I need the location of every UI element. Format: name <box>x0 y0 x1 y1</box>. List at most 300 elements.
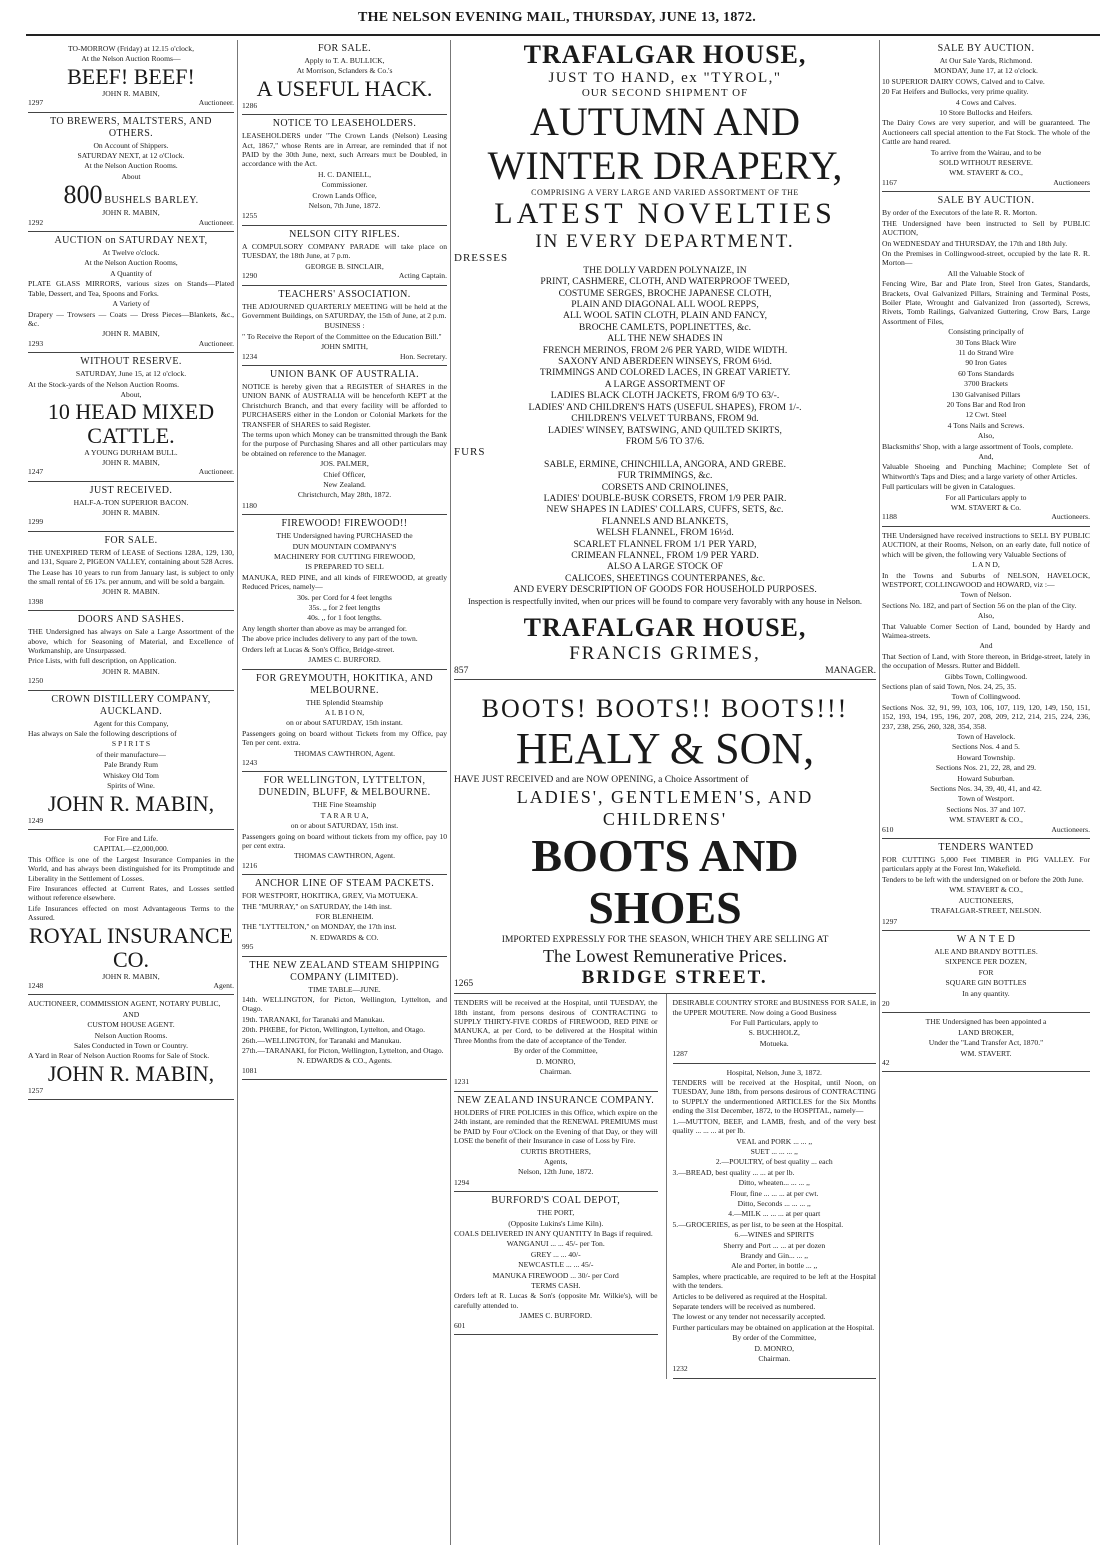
ad-title: AUTUMN AND WINTER DRAPERY, <box>487 99 843 188</box>
ad-line: A L B I O N, <box>324 707 365 717</box>
ad-line: VEAL and PORK ... ... ,, <box>736 1136 813 1146</box>
column-1 <box>28 40 234 1545</box>
ad-heading: ANCHOR LINE OF STEAM PACKETS. <box>254 878 435 890</box>
classified-ad <box>242 115 447 226</box>
classified-ad <box>242 957 447 1081</box>
ad-line: HOLDERS of FIRE POLICIES in this Office, which expire on the 24th instant, are reminded that the RENEWAL PREMIUMS must be PAID by Four o'Clock on the Evening of that Day, or they will LOSE the benefit of their Insurance in case of Loss by Fire. <box>454 1107 658 1146</box>
ad-line: 40s. ,, for 1 foot lengths. <box>307 613 382 623</box>
ad-line: 27th.—TARANAKI, for Picton, Wellington, Lyttelton, and Otago. <box>242 1046 444 1056</box>
ad-line: For Full Particulars, apply to <box>730 1018 819 1028</box>
ad-line: At the Nelson Auction Rooms. <box>84 161 178 171</box>
ad-line: THE "LYTTELTON," on MONDAY, the 17th inst. <box>242 922 397 932</box>
ad-line: Orders left at R. Lucas & Son's (opposite Mr. Wilkie's), will be carefully attended to. <box>454 1291 658 1310</box>
ad-number: 1232 <box>672 1364 688 1374</box>
ad-headline: JOHN R. MABIN, <box>47 790 215 816</box>
ad-line: And, <box>978 452 994 462</box>
ad-footer <box>882 999 1090 1008</box>
ad-line: 1.—MUTTON, BEEF, and LAMB, fresh, and of the very best quality ... ... ... at per lb. <box>672 1116 876 1136</box>
ad-line: A Variety of <box>112 299 150 309</box>
ad-title: The Lowest Remunerative Prices. <box>543 946 787 967</box>
ad-line: Under the "Land Transfer Act, 1870." <box>928 1038 1044 1048</box>
ad-line: S P I R I T S <box>111 739 151 749</box>
ad-line: That Valuable Corner Section of Land, bounded by Hardy and Waimea-streets. <box>882 621 1090 640</box>
classified-ad <box>28 611 234 690</box>
ad-signature: GEORGE B. SINCLAIR, <box>305 261 384 271</box>
ad-line: 4.—MILK ... ... ... at per quart <box>728 1209 821 1219</box>
ad-role: Agent. <box>213 980 234 990</box>
ad-line: Nelson, 12th June, 1872. <box>517 1167 594 1177</box>
classified-ad <box>28 40 234 113</box>
classified-ad <box>28 482 234 532</box>
ad-line: Sections plan of said Town, Nos. 24, 25, 35. <box>882 681 1017 691</box>
small-ads-right <box>666 994 877 1379</box>
ad-title: IN EVERY DEPARTMENT. <box>535 231 795 253</box>
classified-ad <box>882 1013 1090 1072</box>
ad-line: TRAFALGAR-STREET, NELSON. <box>930 906 1042 916</box>
ad-line: BUSINESS : <box>324 321 365 331</box>
ad-line: Sections No. 182, and part of Section 56 on the plan of the City. <box>882 600 1077 610</box>
ad-title: BRIDGE STREET. <box>581 967 768 989</box>
masthead-rule <box>26 34 1100 36</box>
ad-number: 1299 <box>28 517 44 527</box>
ad-line: Chairman. <box>758 1354 791 1364</box>
classified-ad <box>28 113 234 232</box>
ad-role: Acting Captain. <box>398 271 447 281</box>
healy-son-ad <box>454 680 876 994</box>
ad-line: CURTIS BROTHERS, <box>520 1146 591 1156</box>
ad-headline: A USEFUL HACK. <box>256 75 433 101</box>
ad-line: 10 Store Bullocks and Heifers. <box>939 108 1033 118</box>
ad-line: Separate tenders will be received as numbered. <box>672 1302 816 1311</box>
ad-heading: SALE BY AUCTION. <box>937 43 1035 54</box>
ad-line: Passengers going on board without Tickets from my Office, pay Ten per cent. extra. <box>242 728 447 748</box>
ad-number: 1167 <box>882 177 897 187</box>
drapery-line: Inspection is respectfully invited, when our prices will be found to compare very favorably with any house in Nelson. <box>468 596 862 606</box>
ad-line: And <box>979 641 993 651</box>
ad-number: 1297 <box>882 916 898 926</box>
ad-line: Further particulars may be obtained on application at the Hospital. <box>672 1322 875 1332</box>
ad-line: TERMS CASH. <box>531 1280 581 1290</box>
ad-line: 3700 Brackets <box>964 379 1008 389</box>
numbered-item <box>28 182 234 208</box>
ad-text: HAVE JUST RECEIVED and are NOW OPENING, a Choice Assortment of <box>454 774 749 786</box>
ad-line: Commissioner. <box>321 180 368 190</box>
drapery-line: LADIES' DOUBLE-BUSK CORSETS, FROM 1/9 PER PAIR. <box>543 492 787 504</box>
ad-line: IS PREPARED TO SELL <box>305 562 384 572</box>
ad-role: Auctioneers. <box>1051 512 1090 522</box>
classified-ad <box>242 875 447 956</box>
ad-footer <box>242 1066 447 1075</box>
small-ads <box>454 994 876 1379</box>
ad-line: Also, <box>977 611 995 621</box>
ad-line: That Section of Land, with Store thereon, in Bridge-street, lately in the occupation of Messrs. Rutter and Biddell. <box>882 651 1090 671</box>
ad-line: DESIRABLE COUNTRY STORE and BUSINESS FOR SALE, in the UPPER MOUTERE. Now doing a Good Business <box>672 998 876 1017</box>
ad-number: 1292 <box>28 217 44 227</box>
ad-line: Ditto, wheaten... ... ... ,, <box>738 1178 810 1188</box>
drapery-line: DRESSES <box>454 252 509 265</box>
ad-line: TENDERS will be received at the Hospital, until TUESDAY, the 18th instant, from persons desirous of CONTRACTING to SUPPLY THIRTY-FIVE CORDS of FIREWOOD, RED PINE or MANUKA, at per Cord, to be delivered at the Hospital within Three Months from the date of acceptance of the Tender. <box>454 998 658 1045</box>
ad-signature: N. EDWARDS & CO. <box>310 932 379 942</box>
classified-ad <box>882 192 1090 527</box>
ad-number: 1255 <box>242 211 258 221</box>
ad-signature: JOHN SMITH, <box>321 342 368 352</box>
ad-number: 1265 <box>454 977 474 989</box>
ad-heading: FOR WELLINGTON, LYTTELTON, DUNEDIN, BLUFF, & MELBOURNE. <box>258 775 431 799</box>
ad-line: Samples, where practicable, are required to be left at the Hospital with the tenders. <box>672 1271 876 1291</box>
ad-signature: N. EDWARDS & CO., Agents. <box>297 1056 392 1066</box>
ad-footer <box>28 467 234 476</box>
ad-title: BOOTS AND SHOES <box>531 829 799 933</box>
ad-signature: JOHN R. MABIN, <box>102 329 160 339</box>
column-divider <box>450 40 451 1545</box>
ad-line: HALF-A-TON SUPERIOR BACON. <box>73 497 189 507</box>
ad-line: (Opposite Lukins's Lime Kiln). <box>508 1218 604 1228</box>
ad-number: 1081 <box>242 1065 258 1075</box>
ad-footer <box>242 861 447 870</box>
ad-line: TIME TABLE—JUNE. <box>308 984 381 994</box>
ad-number: 1234 <box>242 351 258 361</box>
ad-title: TRAFALGAR HOUSE, <box>523 40 807 69</box>
ad-line: THE Undersigned has been appointed a <box>925 1017 1047 1027</box>
ad-line: 6.—WINES and SPIRITS <box>734 1230 815 1240</box>
classified-ad <box>242 226 447 286</box>
drapery-line: LADIES' AND CHILDREN'S HATS (USEFUL SHAPES), FROM 1/-. <box>528 401 802 413</box>
ad-line: Consisting principally of <box>948 327 1024 337</box>
ad-line: 20 Tons Bar and Rod Iron <box>946 400 1026 409</box>
ad-number: 1216 <box>242 860 258 870</box>
drapery-line: A LARGE ASSORTMENT OF <box>604 378 726 390</box>
ad-line: All the Valuable Stock of <box>947 268 1025 278</box>
classified-ad <box>673 994 877 1063</box>
ad-line: Drapery — Trowsers — Coats — Dress Pieces—Blankets, &c., &c. <box>28 309 234 328</box>
ad-footer <box>242 101 447 110</box>
ad-line: Sections Nos. 21, 22, 28, and 29. <box>935 763 1037 773</box>
ad-line: AUCTIONEER, COMMISSION AGENT, NOTARY PUBLIC, <box>28 999 221 1009</box>
ad-signature: JAMES C. BURFORD. <box>308 655 381 665</box>
classified-ad <box>28 691 234 830</box>
drapery-line: FROM 5/6 TO 37/6. <box>625 435 705 447</box>
classified-ad <box>242 366 447 515</box>
ad-line: Fire Insurances effected at Current Rates, and Losses settled without reference elsewhere. <box>28 883 234 903</box>
ad-footer <box>242 271 447 280</box>
ad-title: LADIES', GENTLEMEN'S, AND CHILDRENS' <box>516 786 814 829</box>
ad-line: 26th.—WELLINGTON, for Taranaki and Manukau. <box>242 1035 402 1045</box>
ad-footer <box>28 1086 234 1095</box>
column-2 <box>242 40 447 1545</box>
ad-line: Passengers going on board without tickets from my office, pay 10 per cent extra. <box>242 831 447 850</box>
ad-line: Any length shorter than above as may be arranged for. <box>242 623 407 633</box>
ad-number: 1398 <box>28 596 44 606</box>
ad-role: Auctioneer. <box>198 467 234 477</box>
ad-line: GREY ... ... 40/- <box>530 1249 581 1259</box>
ad-role: Auctioneers. <box>1051 824 1090 834</box>
ad-line: THE PORT, <box>537 1208 575 1218</box>
ad-line: A YOUNG DURHAM BULL. <box>84 448 178 458</box>
ad-footer <box>882 1058 1090 1067</box>
ad-line: THE Undersigned have been instructed to Sell by PUBLIC AUCTION, <box>882 218 1090 238</box>
drapery-line: SABLE, ERMINE, CHINCHILLA, ANGORA, AND GREBE. <box>544 458 786 470</box>
ad-footer <box>242 942 447 951</box>
column-divider <box>237 40 238 1545</box>
ad-line: 14th. WELLINGTON, for Picton, Wellington, Lyttelton, and Otago. <box>242 995 447 1014</box>
ad-line: Gibbs Town, Collingwood. <box>944 671 1028 681</box>
classified-ad <box>454 1092 658 1192</box>
ad-number: 1287 <box>672 1049 688 1059</box>
ad-line: Sales Conducted in Town or Country. <box>74 1041 188 1050</box>
ad-line: LEASEHOLDERS under "The Crown Lands (Nelson) Leasing Act, 1867," whose Rents are in Arrear, are reminded that if not PAID by the 30th June, next, such Arrears mu:t be Doubled, in accordance with the Act. <box>242 131 447 169</box>
ad-line: In the Towns and Suburbs of NELSON, HAVELOCK, WESTPORT, COLLINGWOOD and HOWARD, viz :— <box>882 570 1090 589</box>
column-4 <box>882 40 1090 1545</box>
ad-line: THE UNEXPIRED TERM of LEASE of Sections 128A, 129, 130, and 131, Square 2, PIGEON VALLEY, containing about 528 Acres. <box>28 547 234 567</box>
ad-role: MANAGER. <box>825 665 876 676</box>
ad-line: Motueka. <box>759 1038 789 1048</box>
ad-heading: NELSON CITY RIFLES. <box>289 228 400 240</box>
drapery-line: ALSO A LARGE STOCK OF <box>606 561 724 573</box>
ad-line: WANGANUI ... ... 45/- per Ton. <box>506 1239 605 1249</box>
drapery-line: FURS <box>454 446 486 459</box>
ad-line: The Dairy Cows are very superior, and will be guaranteed. The Auctioneers call special attention to the Fat Stock. The whole of the Cattle are hand reared. <box>882 118 1090 147</box>
ad-line: Valuable Shoeing and Punching Machine; Complete Set of Whitworth's Taps and Dies; and a large variety of other Articles. <box>882 462 1090 481</box>
ad-line: AND <box>122 1009 140 1019</box>
drapery-line: FLANNELS AND BLANKETS, <box>601 515 729 527</box>
ad-line: Brandy and Gin... ... ,, <box>740 1250 808 1260</box>
ad-line: At Morrison, Sclanders & Co.'s <box>296 66 393 76</box>
ad-signature: JOHN R. MABIN, <box>102 88 160 98</box>
ad-line: H. C. DANIELL, <box>318 169 371 179</box>
ad-line: CUSTOM HOUSE AGENT. <box>87 1020 175 1030</box>
ad-line: Howard Suburban. <box>957 773 1015 783</box>
ad-footer <box>242 211 447 220</box>
ad-line: D. MONRO, <box>536 1056 576 1066</box>
ad-line: Sherry and Port ... ... at per dozen <box>723 1240 826 1250</box>
ad-line: By order of the Committee, <box>732 1333 817 1343</box>
ad-footer <box>454 1077 658 1086</box>
ad-line: 12 Cwt. Steel <box>965 410 1007 420</box>
ad-line: Howard Township. <box>957 752 1015 762</box>
drapery-line: COSTUME SERGES, BROCHE JAPANESE CLOTH, <box>558 287 772 299</box>
ad-heading: TENDERS WANTED <box>938 842 1034 854</box>
ad-line: Whiskey Old Tom <box>103 770 159 780</box>
ad-line: Blacksmiths' Shop, with a large assortment of Tools, complete. <box>882 441 1074 451</box>
ad-heading: UNION BANK OF AUSTRALIA. <box>269 368 420 380</box>
ad-subtitle: OUR SECOND SHIPMENT OF <box>581 87 749 99</box>
classified-ad <box>242 670 447 773</box>
ad-line: JOS. PALMER, <box>320 459 369 469</box>
ad-signature: WM. STAVERT & CO., <box>949 168 1023 178</box>
ad-line: SATURDAY, June 15, at 12 o'clock. <box>75 369 187 379</box>
ad-role: Auctioneer. <box>198 217 234 227</box>
ad-title: FRANCIS GRIMES, <box>569 643 761 664</box>
ad-line: SUET ... ... ... ,, <box>750 1146 798 1156</box>
ad-title: HEALY & SON, <box>515 724 815 774</box>
ad-heading: NOTICE TO LEASEHOLDERS. <box>272 118 417 130</box>
ad-line: Also, <box>977 431 995 441</box>
ad-signature: JOHN R. MABIN, <box>102 971 160 981</box>
ad-line: NOTICE is hereby given that a REGISTER of SHARES in the UNION BANK of AUSTRALIA will be henceforth KEPT at the Christchurch Branch, and that every facility will be afforded to PURCHASERS either in the London or Colonial Markets for the TRANSFER of SHARES to said Register. <box>242 381 447 429</box>
ad-line: Spirits of Wine. <box>107 781 155 791</box>
ad-signature: THOMAS CAWTHRON, Agent. <box>293 748 396 758</box>
classified-ad <box>454 1192 658 1335</box>
ad-line: A COMPULSORY COMPANY PARADE will take place on TUESDAY, the 18th June, at 7 p.m. <box>242 241 447 261</box>
classified-ad <box>28 232 234 353</box>
ad-line: Nelson Auction Rooms. <box>94 1030 168 1040</box>
ad-heading: JUST RECEIVED. <box>89 484 173 496</box>
ad-line: Nelson, 7th June, 1872. <box>308 201 381 211</box>
ad-number: 1247 <box>28 467 44 477</box>
ad-line: WM. STAVERT & CO., <box>949 885 1023 895</box>
ad-line: At the Nelson Auction Rooms, <box>84 258 178 268</box>
ad-heading: TO BREWERS, MALTSTERS, AND OTHERS. <box>50 115 212 139</box>
ad-line: Pale Brandy Rum <box>104 760 158 770</box>
ad-line: At Our Sale Yards, Richmond. <box>939 56 1033 65</box>
classified-ad <box>882 527 1090 839</box>
drapery-line: LADIES' WINSEY, BATSWING, AND QUILTED SKIRTS, <box>548 424 782 436</box>
ad-title: TRAFALGAR HOUSE, <box>523 613 807 642</box>
drapery-line: PRINT, CASHMERE, CLOTH, AND WATERPROOF TWEED, <box>540 276 790 288</box>
ad-line: NEWCASTLE ... ... 45/- <box>518 1260 594 1270</box>
ad-line: The terms upon which Money can be transmitted through the Bank for the purpose of Purchasing Shares and all other particulars may be obtained on reference to the Manager. <box>242 429 447 458</box>
classified-ad <box>454 994 658 1092</box>
ad-heading: FIREWOOD! FIREWOOD!! <box>281 518 408 530</box>
ad-line: TO-MORROW (Friday) at 12.15 o'clock, <box>68 44 194 53</box>
drapery-line: NEW SHAPES IN LADIES' COLLARS, CUFFS, SETS, &c. <box>546 504 784 516</box>
ad-line: THE Undersigned has always on Sale a Large Assortment of the above, which for Seasoning of Material, and Excellence of Workmanship, are Unsurpassed. <box>28 627 234 656</box>
ad-line: " To Receive the Report of the Committee on the Education Bill." <box>242 331 442 341</box>
ad-number: 1180 <box>242 500 257 510</box>
drapery-list <box>454 253 876 607</box>
ad-footer <box>28 218 234 227</box>
ad-line: on or about SATURDAY, 15th instant. <box>286 718 403 728</box>
ad-line: PLATE GLASS MIRRORS, various sizes on Stands—Plated Table, Dessert, and Tea, Spoons and Forks. <box>28 279 234 298</box>
ad-heading: THE NEW ZEALAND STEAM SHIPPING COMPANY (LIMITED). <box>249 959 440 983</box>
ad-heading: CROWN DISTILLERY COMPANY, AUCKLAND. <box>51 693 211 717</box>
ad-line: Town of Havelock. <box>956 732 1016 741</box>
drapery-line: ALL WOOL SATIN CLOTH, PLAIN AND FANCY, <box>563 310 767 322</box>
ad-line: FOR CUTTING 5,000 Feet TIMBER in PIG VALLEY. For particulars apply at the Forest Inn, Wakefield. <box>882 855 1090 874</box>
ad-subtitle: COMPRISING A VERY LARGE AND VARIED ASSORTMENT OF THE <box>531 188 799 197</box>
classified-ad <box>882 931 1090 1013</box>
drapery-line: LADIES BLACK CLOTH JACKETS, FROM 6/9 TO 63/-. <box>550 390 780 402</box>
ad-line: MANUKA FIREWOOD ... 30/- per Cord <box>492 1270 619 1280</box>
ad-signature: JAMES C. BURFORD. <box>519 1311 593 1321</box>
ad-line: Town of Nelson. <box>960 590 1012 600</box>
ad-heading: FOR SALE. <box>317 43 372 54</box>
drapery-line: ALL THE NEW SHADES IN <box>607 333 723 345</box>
ad-footer <box>28 981 234 990</box>
ad-line: Christchurch, May 28th, 1872. <box>297 490 392 500</box>
ad-line: THE Undersigned have received instructions to SELL BY PUBLIC AUCTION, at their Rooms, Nelson, on an early date, full notice of which will be given, the following very Valuable Sections of <box>882 530 1090 559</box>
ad-heading: W A N T E D <box>956 933 1016 945</box>
ad-footer <box>28 517 234 526</box>
ad-line: At the Stock-yards of the Nelson Auction Rooms. <box>28 379 180 389</box>
trafalgar-house-ad <box>454 40 876 680</box>
ad-number: 1294 <box>454 1177 470 1187</box>
ad-signature: WM. STAVERT & Co. <box>950 503 1022 513</box>
ad-line: 3.—BREAD, best quality ... ... at per lb. <box>672 1167 795 1177</box>
ad-heading: FOR GREYMOUTH, HOKITIKA, AND MELBOURNE. <box>255 672 434 696</box>
ad-heading: WITHOUT RESERVE. <box>80 356 182 368</box>
ad-line: Sections Nos. 32, 91, 99, 103, 106, 107, 119, 120, 149, 150, 151, 152, 193, 194, 195, 196, 207, 208, 209, 212, 214, 215, 224, 236, 237, 238, 256, 260, 328, 354, 358. <box>882 702 1090 731</box>
ad-subtitle: JUST TO HAND, ex "TYROL," <box>548 70 782 86</box>
ad-line: 60 Tons Standards <box>958 368 1014 378</box>
ad-line: SATURDAY NEXT, at 12 o'Clock. <box>77 151 185 161</box>
ad-line: Sections Nos. 4 and 5. <box>952 742 1020 752</box>
drapery-line: CALICOES, SHEETINGS COUNTERPANES, &c. <box>564 572 766 584</box>
ad-line: For all Particulars apply to <box>945 492 1027 502</box>
drapery-line: WELSH FLANNEL, FROM 16½d. <box>596 527 734 539</box>
ad-line: FOR <box>978 967 994 977</box>
classified-ad <box>28 995 234 1100</box>
classified-ad <box>242 40 447 115</box>
drapery-line: CORSETS AND CRINOLINES, <box>601 481 729 493</box>
classified-ad <box>882 40 1090 192</box>
ad-line: on or about SATURDAY, 15th inst. <box>290 821 399 831</box>
ad-line: 2.—POULTRY, of best quality ... each <box>715 1157 833 1167</box>
ad-heading: SALE BY AUCTION. <box>937 195 1035 207</box>
drapery-line: TRIMMINGS AND COLORED LACES, IN GREAT VARIETY. <box>539 367 791 379</box>
small-ads-left <box>454 994 658 1379</box>
ad-line: FOR WESTPORT, HOKITIKA, GREY, Via MOTUEKA. <box>242 891 418 901</box>
ad-line: 30s. per Cord for 4 feet lengths <box>297 592 392 602</box>
ad-line: L A N D, <box>972 560 1000 570</box>
ad-line: AUCTIONEERS, <box>958 895 1014 905</box>
ad-number: 1249 <box>28 815 44 825</box>
ad-line: Flour, fine ... ... ... at per cwt. <box>730 1188 819 1198</box>
ad-title: BOOTS! BOOTS!! BOOTS!!! <box>481 694 849 724</box>
ad-line: Town of Westport. <box>957 794 1015 804</box>
ad-line: SIXPENCE PER DOZEN, <box>945 957 1027 967</box>
ad-footer <box>882 917 1090 926</box>
ad-number: 1290 <box>242 271 258 281</box>
ad-title: LATEST NOVELTIES <box>494 197 836 231</box>
ad-line: About <box>121 171 141 181</box>
column-divider <box>879 40 880 1545</box>
ad-role: Auctioneer. <box>198 98 234 108</box>
ad-line: For Fire and Life. <box>104 833 158 843</box>
ad-signature: WM. STAVERT. <box>960 1048 1012 1058</box>
ad-footer <box>673 1049 877 1058</box>
ad-number: 1243 <box>242 757 258 767</box>
ad-line: 11 do Strand Wire <box>958 347 1014 357</box>
ad-heading: NEW ZEALAND INSURANCE COMPANY. <box>457 1094 655 1106</box>
ad-heading: BURFORD'S COAL DEPOT, <box>491 1195 621 1207</box>
ad-number: 1286 <box>242 100 258 110</box>
item-text: BUSHELS BARLEY. <box>104 195 199 207</box>
ad-headline: ROYAL INSURANCE CO. <box>29 922 233 972</box>
ad-line: T A R A R U A, <box>320 810 369 820</box>
ad-line: Agents, <box>544 1156 568 1166</box>
drapery-line: CHILDREN'S VELVET TURBANS, FROM 9d. <box>571 413 759 425</box>
ad-line: 19th. TARANAKI, for Taranaki and Manukau. <box>242 1014 385 1024</box>
ad-line: Price Lists, with full description, on Application. <box>28 656 177 666</box>
ad-signature: JOHN R. MABIN. <box>102 507 160 517</box>
ad-line: CAPITAL—£2,000,000. <box>93 844 169 854</box>
ad-text: IMPORTED EXPRESSLY FOR THE SEASON, WHICH THEY ARE SELLING AT <box>501 933 829 945</box>
ad-line: 5.—GROCERIES, as per list, to be seen at the Hospital. <box>672 1219 844 1229</box>
ad-line: MANUKA, RED PINE, and all kinds of FIREWOOD, at greatly Reduced Prices, namely— <box>242 572 447 592</box>
ad-line: MONDAY, June 17, at 12 o'clock. <box>934 66 1038 76</box>
ad-line: 10 SUPERIOR DAIRY COWS, Calved and to Calve. <box>882 76 1045 86</box>
ad-number: 601 <box>454 1320 466 1330</box>
masthead: THE NELSON EVENING MAIL, THURSDAY, JUNE 13, 1872. <box>357 10 757 25</box>
drapery-line: BROCHE CAMLETS, POPLINETTES, &c. <box>578 321 752 333</box>
ad-line: By order of the Executors of the late R. R. Morton. <box>882 208 1038 218</box>
ad-line: SQUARE GIN BOTTLES <box>945 978 1027 988</box>
ad-line: New Zealand. <box>323 480 366 489</box>
ad-line: 90 Iron Gates <box>965 358 1007 368</box>
ad-line: 20th. PHŒBE, for Picton, Wellington, Lyttelton, and Otago. <box>242 1025 425 1035</box>
item-count: 800 <box>63 180 103 210</box>
